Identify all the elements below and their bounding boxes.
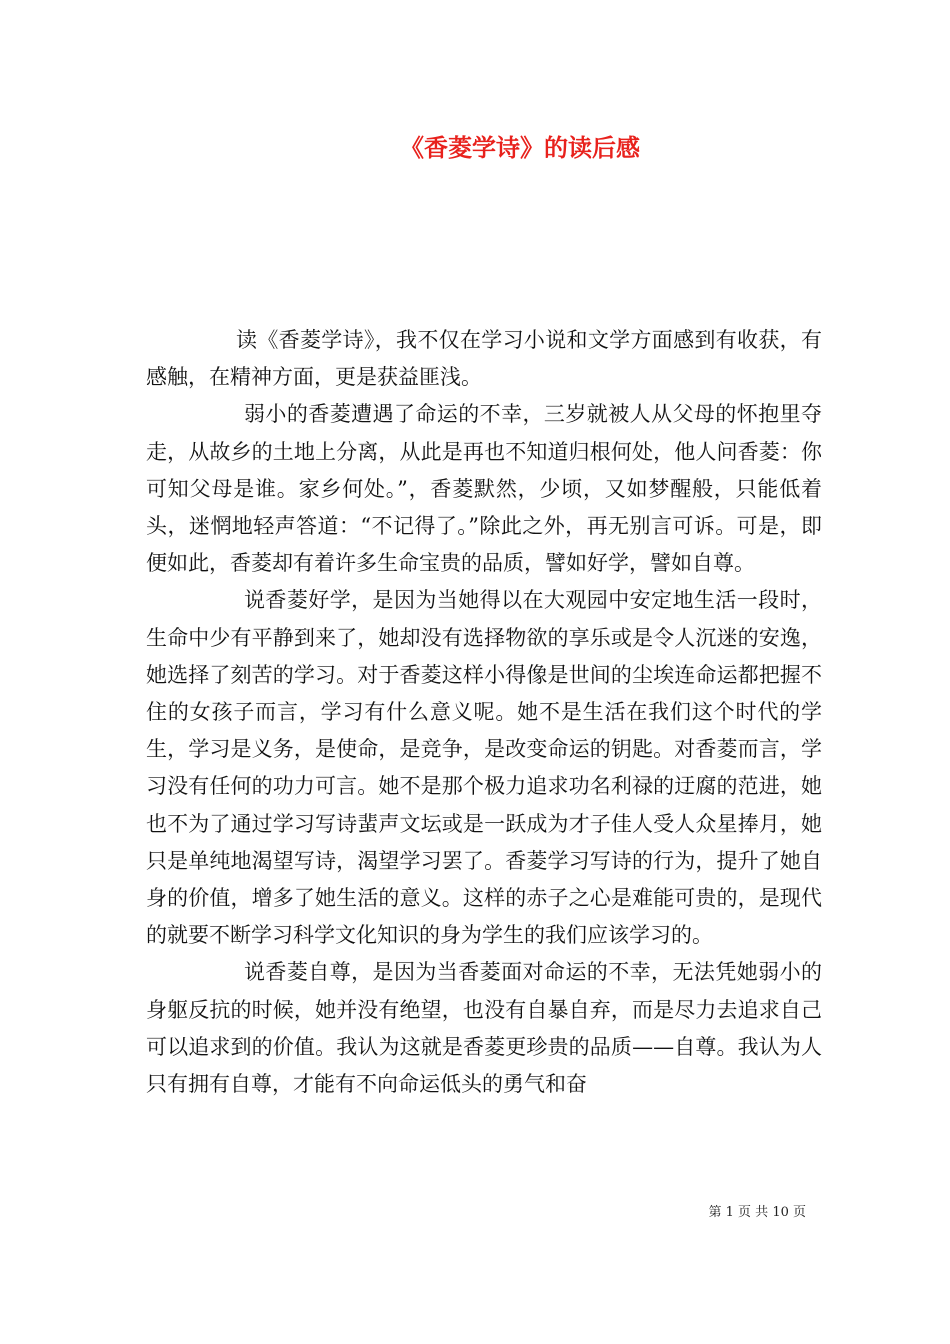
document-body: [146, 322, 822, 1103]
paragraph-self-respect: 说香菱自尊，是因为当香菱面对命运的不幸，无法凭她弱小的身躯反抗的时候，她并没有绝望，也没有自暴自弃，而是尽力去追求自己可以追求到的价值。我认为这就是香菱更珍贵的品质——自尊。我认为人只有拥有自尊，才能有不向命运低头的勇气和奋: [146, 960, 822, 1097]
paragraph-studious: 说香菱好学，是因为当她得以在大观园中安定地生活一段时，生命中少有平静到来了，她却没有选择物欲的享乐或是令人沉迷的安逸，她选择了刻苦的学习。对于香菱这样小得像是世间的尘埃连命运都把握不住的女孩子而言，学习有什么意义呢。她不是生活在我们这个时代的学生，学习是义务，是使命，是竞争，是改变命运的钥匙。对香菱而言，学习没有任何的功力可言。她不是那个极力追求功名利禄的迂腐的范进，她也不为了通过学习写诗蜚声文坛或是一跃成为才子佳人受人众星捧月，她只是单纯地渴望写诗，渴望学习罢了。香菱学习写诗的行为，提升了她自身的价值，增多了她生活的意义。这样的赤子之心是难能可贵的，是现代的就要不断学习科学文化知识的身为学生的我们应该学习的。: [146, 588, 822, 948]
document-title: 《香菱学诗》的读后感: [400, 133, 640, 162]
paragraph-misfortune: 弱小的香菱遭遇了命运的不幸，三岁就被人从父母的怀抱里夺走，从故乡的土地上分离，从此是再也不知道归根何处，他人问香菱：你可知父母是谁。家乡何处。”，香菱默然，少顷，又如梦醒般，只能低着头，迷惘地轻声答道：“不记得了。”除此之外，再无别言可诉。可是，即便如此，香菱却有着许多生命宝贵的品质，譬如好学，譬如自尊。: [146, 402, 822, 576]
paragraph-intro: 读《香菱学诗》，我不仅在学习小说和文学方面感到有收获，有感触，在精神方面，更是获益匪浅。: [146, 328, 822, 390]
page-number: 第 1 页 共 10 页: [708, 1205, 806, 1220]
